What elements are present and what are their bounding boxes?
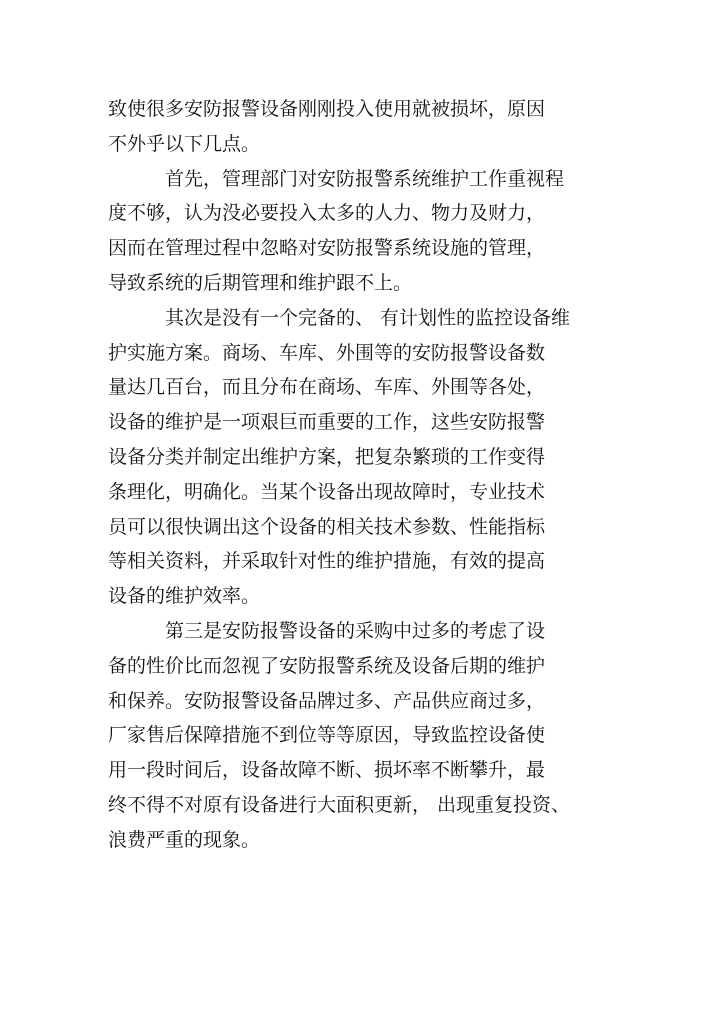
- text-line: 等相关资料，并采取针对性的维护措施，有效的提高: [108, 550, 546, 573]
- text-line: 设备的维护是一项艰巨而重要的工作，这些安防报警: [108, 411, 546, 434]
- text-line: 设备的维护效率。: [108, 585, 261, 608]
- text-line: 员可以很快调出这个设备的相关技术参数、性能指标: [108, 515, 546, 538]
- text-line: 厂家售后保障措施不到位等等原因，导致监控设备使: [108, 724, 546, 747]
- text-line: 不外乎以下几点。: [108, 132, 261, 155]
- text-line: 护实施方案。商场、车库、外围等的安防报警设备数: [108, 341, 546, 364]
- text-line: 和保养。安防报警设备品牌过多、产品供应商过多，: [108, 689, 546, 712]
- text-line: 度不够，认为没必要投入太多的人力、物力及财力，: [108, 202, 546, 225]
- text-line: 因而在管理过程中忽略对安防报警系统设施的管理，: [108, 237, 546, 260]
- text-line: 条理化，明确化。当某个设备出现故障时，专业技术: [108, 480, 546, 503]
- paragraph-first-line: 第三是安防报警设备的采购中过多的考虑了设: [165, 619, 546, 642]
- paragraph-first-line: 其次是没有一个完备的、 有计划性的监控设备维: [165, 306, 571, 329]
- text-line: 浪费严重的现象。: [108, 828, 261, 851]
- text-line: 用一段时间后，设备故障不断、损坏率不断攀升，最: [108, 759, 546, 782]
- text-line: 导致系统的后期管理和维护跟不上。: [108, 271, 413, 294]
- text-line: 终不得不对原有设备进行大面积更新， 出现重复投资、: [108, 793, 571, 816]
- paragraph-first-line: 首先，管理部门对安防报警系统维护工作重视程: [165, 167, 565, 190]
- text-line: 致使很多安防报警设备刚刚投入使用就被损坏，原因: [108, 98, 546, 120]
- text-line: 备的性价比而忽视了安防报警系统及设备后期的维护: [108, 654, 546, 677]
- text-line: 设备分类并制定出维护方案，把复杂繁琐的工作变得: [108, 445, 546, 468]
- body-text: [108, 92, 628, 858]
- text-line: 量达几百台，而且分布在商场、车库、外围等各处，: [108, 376, 546, 399]
